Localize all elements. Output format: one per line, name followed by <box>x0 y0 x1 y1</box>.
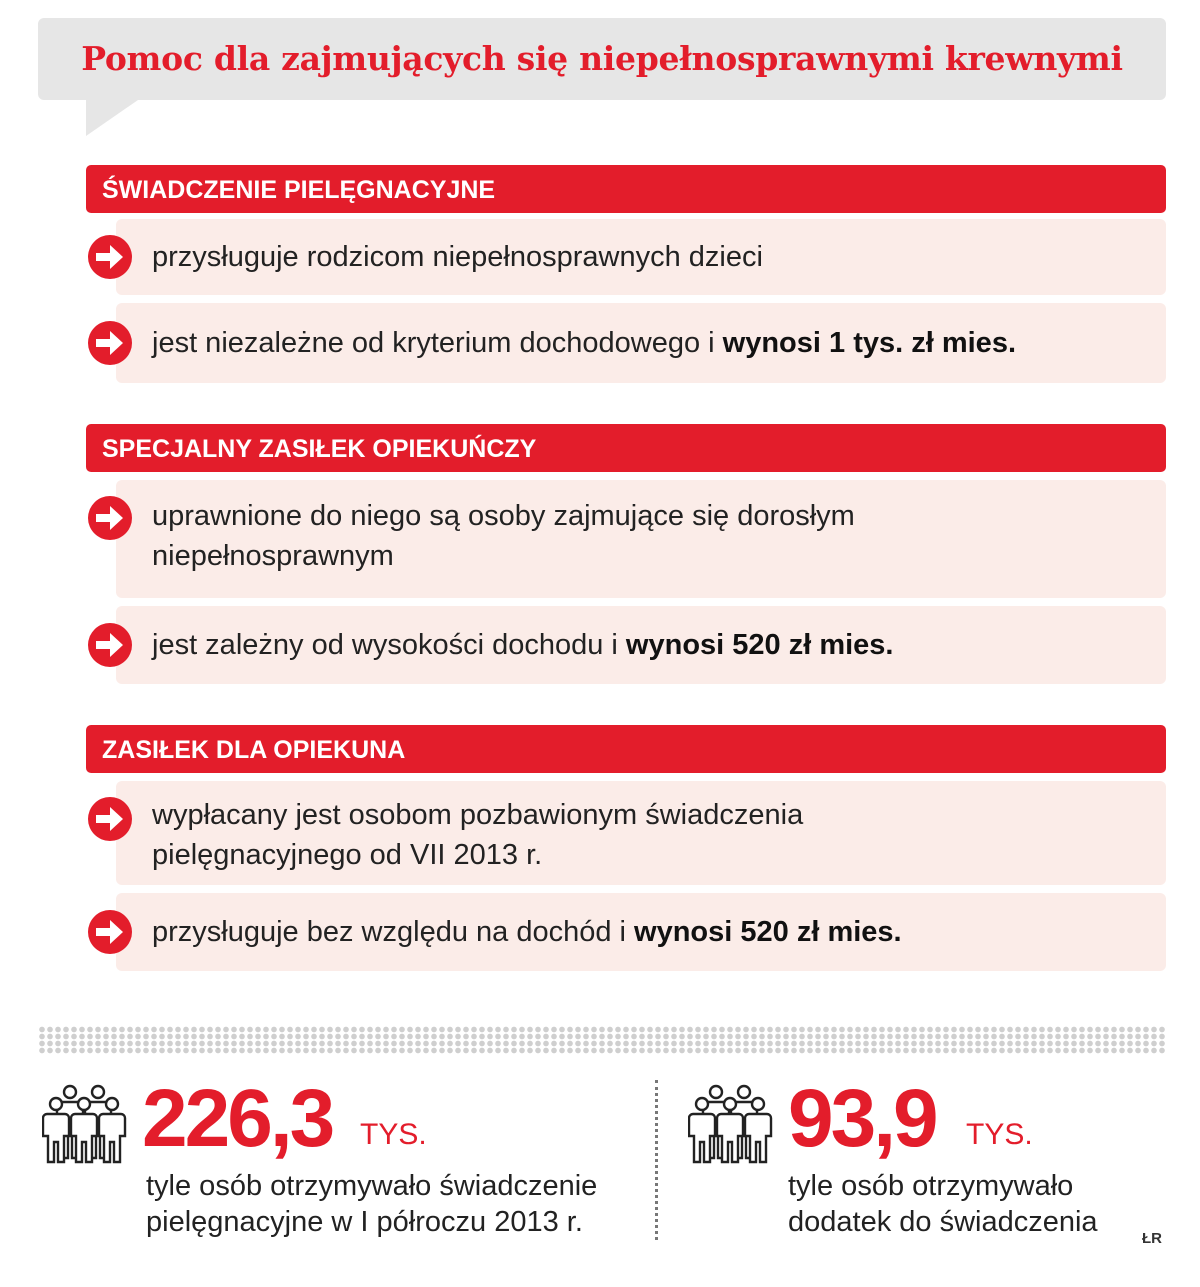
item-text: przysługuje rodzicom niepełnosprawnych dzieci <box>152 241 763 273</box>
item-text: jest zależny od wysokości dochodu i wynosi 520 zł mies. <box>152 629 894 661</box>
author-credit: ŁR <box>1142 1230 1162 1247</box>
stat-description: tyle osób otrzymywało świadczenie pielęgnacyjne w I półroczu 2013 r. <box>146 1170 598 1238</box>
stat-unit: TYS. <box>360 1118 427 1151</box>
arrow-right-icon <box>86 908 134 956</box>
title-bubble <box>38 18 1166 100</box>
arrow-right-icon <box>86 621 134 669</box>
stat-value: 93,9 <box>788 1073 936 1164</box>
section-swiadczenie-pielegnacyjne <box>86 165 1166 385</box>
section-header: ŚWIADCZENIE PIELĘGNACYJNE <box>86 165 1166 213</box>
people-group-icon <box>42 1082 128 1164</box>
section-header: ZASIŁEK DLA OPIEKUNA <box>86 725 1166 773</box>
list-item <box>116 303 1166 383</box>
arrow-right-icon <box>86 494 134 542</box>
section-header: SPECJALNY ZASIŁEK OPIEKUŃCZY <box>86 424 1166 472</box>
arrow-right-icon <box>86 795 134 843</box>
item-text: wypłacany jest osobom pozbawionym świadczenia pielęgnacyjnego od VII 2013 r. <box>152 799 804 871</box>
item-text: jest niezależne od kryterium dochodowego i wynosi 1 tys. zł mies. <box>152 327 1016 359</box>
arrow-right-icon <box>86 319 134 367</box>
stat-unit: TYS. <box>966 1118 1033 1151</box>
section-zasilek-dla-opiekuna <box>86 725 1166 973</box>
arrow-right-icon <box>86 233 134 281</box>
vertical-dotted-divider <box>655 1080 658 1240</box>
section-specjalny-zasilek-opiekunczy <box>86 424 1166 686</box>
list-item <box>116 893 1166 971</box>
stat-value: 226,3 <box>142 1073 333 1164</box>
dotted-divider <box>38 1026 1166 1054</box>
item-text: przysługuje bez względu na dochód i wynosi 520 zł mies. <box>152 916 902 948</box>
item-text: uprawnione do niego są osoby zajmujące się dorosłym niepełnosprawnym <box>152 500 855 572</box>
list-item <box>116 781 1166 885</box>
people-group-icon <box>688 1082 774 1164</box>
list-item <box>116 219 1166 295</box>
stat-description: tyle osób otrzymywało dodatek do świadczenia <box>788 1170 1098 1238</box>
page-title: Pomoc dla zajmujących się niepełnosprawnymi krewnymi <box>81 39 1123 78</box>
list-item <box>116 606 1166 684</box>
list-item <box>116 480 1166 598</box>
title-bubble-tail <box>86 100 138 136</box>
